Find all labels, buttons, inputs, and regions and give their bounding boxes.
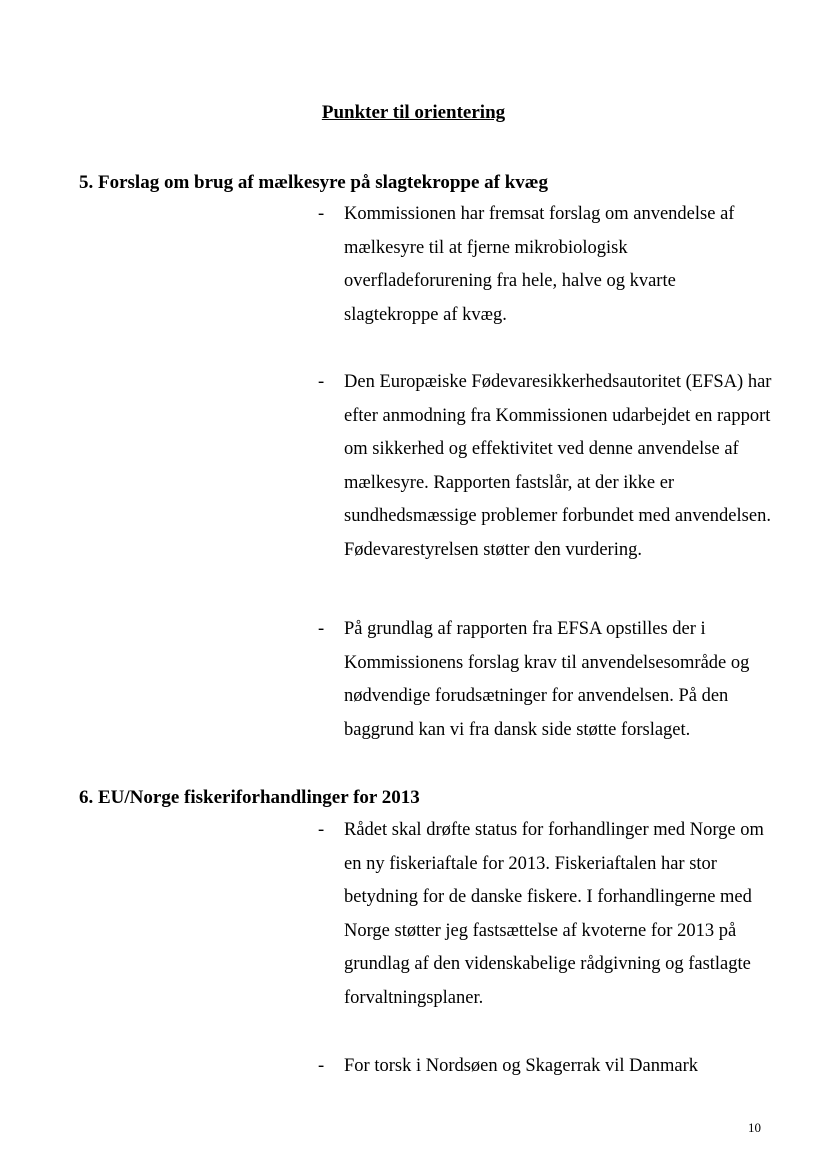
section-heading: 6. EU/Norge fiskeriforhandlinger for 2013 [79,787,420,808]
bullet-dash: - [318,1056,325,1076]
bullet-text: Kommissionen har fremsat forslag om anvendelse af mælkesyre til at fjerne mikrobiologisk overfladeforurening fra hele, halve og kvarte slagtekroppe af kvæg. [344,204,735,325]
page-number: 10 [748,1120,761,1135]
bullet-dash: - [318,204,325,224]
page-title: Punkter til orientering [321,102,506,123]
list-item [318,198,773,332]
bullet-dash: - [318,372,325,392]
bullet-text: Rådet skal drøfte status for forhandlinger med Norge om en ny fiskeriaftale for 2013. Fiskeriaftalen har stor betydning for de danske fiskere. I forhandlingerne med Norge støtter jeg fastsættelse af kvoterne for 2013 på grundlag af den videnskabelige rådgivning og fastlagte forvaltningsplaner. [344,820,764,1008]
bullet-text: Den Europæiske Fødevaresikkerhedsautoritet (EFSA) har efter anmodning fra Kommissionen udarbejdet en rapport om sikkerhed og effektivitet ved denne anvendelse af mælkesyre. Rapporten fastslår, at der ikke er sundhedsmæssige problemer forbundet med anvendelsen. Fødevarestyrelsen støtter den vurdering. [344,372,772,560]
list-item [318,366,773,567]
bullet-text: På grundlag af rapporten fra EFSA opstilles der i Kommissionens forslag krav til anvendelsesområde og nødvendige forudsætninger for anvendelsen. På den baggrund kan vi fra dansk side støtte forslaget. [344,619,750,740]
list-item [318,1050,773,1084]
bullet-dash: - [318,619,325,639]
bullet-text: For torsk i Nordsøen og Skagerrak vil Danmark [344,1056,699,1076]
bullet-dash: - [318,820,325,840]
section-heading: 5. Forslag om brug af mælkesyre på slagtekroppe af kvæg [79,172,549,193]
list-item [318,814,773,1015]
list-item [318,613,773,747]
